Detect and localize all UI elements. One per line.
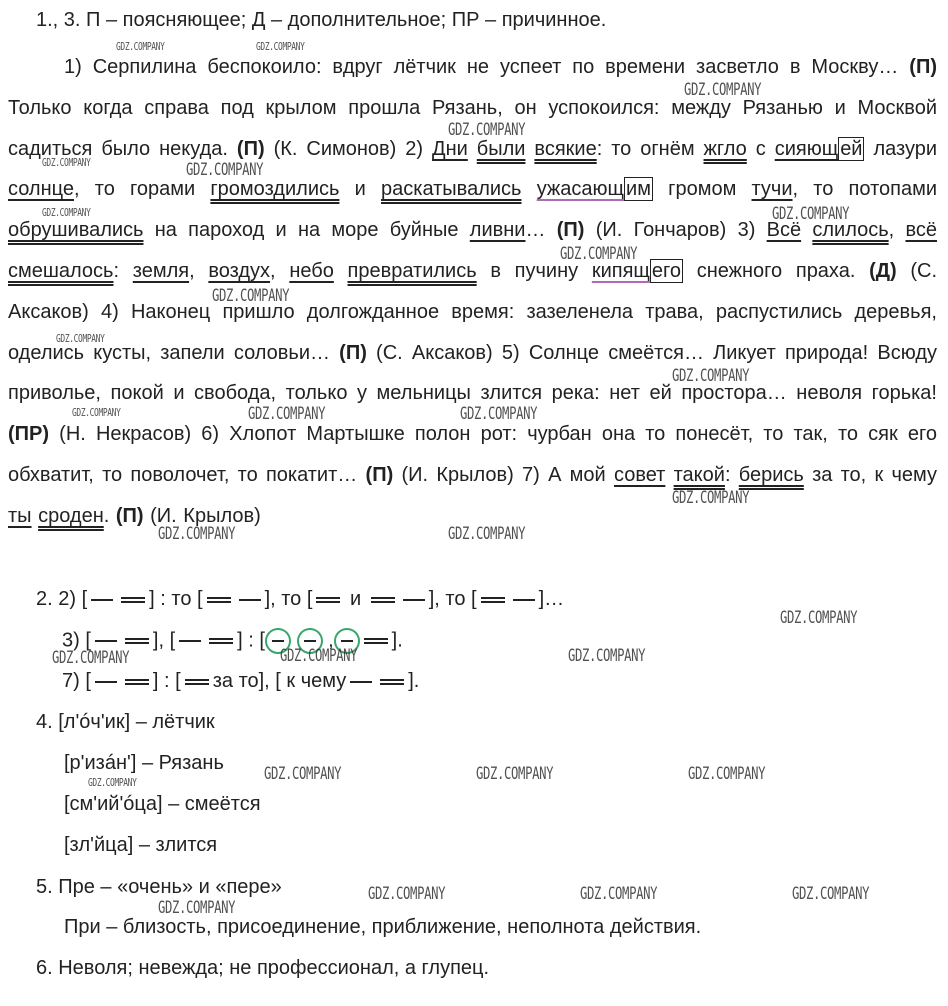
text-segment: (И. Гончаров) 3)	[584, 219, 767, 242]
watermark: GDZ.COMPANY	[448, 524, 526, 544]
relation-mark: (ПР)	[8, 423, 50, 446]
relation-mark: (П)	[236, 137, 265, 160]
ending-box: им	[626, 178, 651, 201]
predicate-word: такой	[673, 463, 725, 486]
subject-word: земля	[132, 259, 190, 282]
watermark: GDZ.COMPANY	[158, 524, 236, 544]
watermark: GDZ.COMPANY	[158, 898, 236, 918]
item-5-line1: 5. Пре – «очень» и «пере»	[36, 876, 282, 898]
watermark: GDZ.COMPANY	[580, 884, 658, 904]
ending-box: его	[651, 259, 681, 282]
predicate-word: смешалось	[8, 259, 114, 282]
text-segment: (К. Симонов) 2)	[264, 137, 433, 160]
watermark: GDZ.COMPANY	[42, 156, 91, 169]
predicate-word: громоздились	[210, 178, 340, 201]
participle-circle-icon	[265, 628, 291, 654]
predicate-word: берись	[738, 463, 804, 486]
text-segment: за то, к чему	[803, 463, 938, 486]
text-segment: (С. Аксаков) 5) Солнце смеётся… Ликует природа! Всюду приволье, покой и свобода, только у мельницы злится река: нет ей простора… неволя горька!	[8, 341, 937, 405]
text-segment	[665, 464, 673, 486]
relation-mark: (П)	[909, 56, 937, 78]
participle-stem: ужасающ	[536, 178, 625, 201]
watermark: GDZ.COMPANY	[780, 608, 858, 628]
watermark: GDZ.COMPANY	[42, 206, 91, 219]
relation-mark: (П)	[556, 219, 585, 242]
text-segment: на пароход и на море буйные	[143, 219, 470, 242]
text-segment: :	[113, 259, 133, 282]
relation-mark: (П)	[339, 341, 367, 364]
subject-word: совет	[613, 463, 666, 486]
watermark: GDZ.COMPANY	[248, 404, 326, 424]
item-6: 6. Неволя; невежда; не профессионал, а глупец.	[36, 957, 490, 979]
predicate-word: жгло	[703, 137, 747, 160]
item-4-label: 4. [л'óч'ик] – лётчик	[36, 711, 215, 733]
item-4-row: [р'изáн'] – Рязань	[64, 752, 224, 774]
subject-word: Всё	[766, 219, 802, 242]
text-segment: ,	[270, 259, 290, 282]
predicate-word: раскатывались	[381, 178, 522, 201]
watermark: GDZ.COMPANY	[684, 80, 762, 100]
watermark: GDZ.COMPANY	[88, 776, 137, 789]
scheme-7-label: 7)	[62, 670, 80, 692]
subject-word: солнце	[8, 178, 74, 201]
watermark: GDZ.COMPANY	[56, 332, 105, 345]
item-5-line2: При – близость, присоединение, приближение, неполнота действия.	[64, 916, 702, 938]
text-segment: с	[746, 137, 775, 160]
ending-box: ей	[840, 137, 863, 160]
watermark: GDZ.COMPANY	[72, 406, 121, 419]
relation-mark: (П)	[115, 504, 144, 527]
text-segment: ,	[888, 219, 906, 242]
text-segment: , то потопами	[792, 178, 938, 201]
relation-mark: (Д)	[869, 259, 897, 282]
watermark: GDZ.COMPANY	[368, 884, 446, 904]
text-segment: и	[339, 178, 382, 201]
text-segment: …	[525, 219, 557, 242]
watermark: GDZ.COMPANY	[560, 244, 638, 264]
subject-word: небо	[289, 259, 334, 282]
watermark: GDZ.COMPANY	[52, 648, 130, 668]
subject-word: всё	[905, 219, 937, 242]
text-segment: : то огнём	[596, 137, 704, 160]
text-segment	[468, 138, 477, 160]
text-segment: , то горами	[73, 178, 211, 201]
watermark: GDZ.COMPANY	[672, 366, 750, 386]
scheme-2-label: 2. 2)	[36, 588, 77, 610]
watermark: GDZ.COMPANY	[772, 204, 850, 224]
text-segment: громом	[652, 178, 752, 201]
watermark: GDZ.COMPANY	[212, 286, 290, 306]
text-segment: .	[103, 504, 116, 527]
watermark: GDZ.COMPANY	[792, 884, 870, 904]
watermark: GDZ.COMPANY	[568, 646, 646, 666]
exercise-text	[8, 47, 937, 537]
watermark: GDZ.COMPANY	[280, 646, 358, 666]
text-segment: (И. Крылов) 7) А мой	[393, 463, 614, 486]
text-segment: ,	[189, 259, 209, 282]
text-segment: в пучину	[476, 259, 592, 282]
subject-word: тучи	[751, 178, 793, 201]
watermark: GDZ.COMPANY	[460, 404, 538, 424]
text-segment: :	[724, 463, 739, 486]
predicate-word: были	[476, 137, 526, 160]
answer-header: 1., 3. П – поясняющее; Д – дополнительное; ПР – причинное.	[36, 9, 607, 31]
watermark: GDZ.COMPANY	[186, 160, 264, 180]
predicate-word: всякие	[534, 137, 597, 160]
participle-circle-icon	[297, 628, 323, 654]
scheme-7: 7) [ ] : [ за то], [ к чему ].	[62, 670, 420, 692]
scheme-2: 2. 2) [ ] : то [ ], то [ и ], то [ ]…	[36, 588, 565, 610]
text-segment: снежного праха.	[683, 259, 870, 282]
text-segment: (С. Аксаков) 4) Наконец пришло долгожданное время: зазеленела трава, распустились деревья, оделись кусты, запели соловьи…	[8, 259, 938, 364]
subject-word: ливни	[469, 219, 526, 242]
text-segment: (И. Крылов)	[143, 504, 261, 527]
watermark: GDZ.COMPANY	[688, 764, 766, 784]
predicate-word: превратились	[347, 259, 477, 282]
participle-circle-icon	[334, 628, 360, 654]
text-segment	[521, 178, 536, 200]
subject-word: сияющ	[774, 137, 839, 160]
watermark: GDZ.COMPANY	[476, 764, 554, 784]
item-4-row: [см'ий'óца] – смеётся	[64, 793, 261, 815]
watermark: GDZ.COMPANY	[448, 120, 526, 140]
predicate-word: сроден	[38, 504, 104, 527]
subject-word: Дни	[432, 137, 468, 160]
text-segment	[334, 260, 348, 282]
predicate-word: слилось	[812, 219, 889, 242]
watermark: GDZ.COMPANY	[116, 40, 165, 53]
item-4-row: [зл'йца] – злится	[64, 834, 218, 856]
relation-mark: (П)	[365, 463, 394, 486]
subject-word: воздух	[208, 259, 271, 282]
watermark: GDZ.COMPANY	[672, 488, 750, 508]
text-segment: Только когда справа под крылом прошла Рязань, он успокоился: между Рязанью и Москвой садиться было некуда.	[8, 96, 937, 160]
text-segment: 1) Серпилина беспокоило: вдруг лётчик не успеет по времени засветло в Москву…	[64, 56, 910, 78]
subject-word: ты	[8, 504, 32, 527]
participle-stem: кипящ	[591, 259, 650, 282]
scheme-3-label: 3)	[62, 629, 80, 652]
text-segment: лазури	[864, 137, 938, 160]
watermark: GDZ.COMPANY	[264, 764, 342, 784]
scheme-3: 3) [ ], [ ] : [ , ].	[62, 628, 403, 654]
watermark: GDZ.COMPANY	[256, 40, 305, 53]
text-segment: (Н. Некрасов) 6) Хлопот Мартышке полон рот: чурбан она то понесёт, то так, то сяк его обхватит, то поволочет, то покатит…	[8, 423, 937, 486]
predicate-word: обрушивались	[8, 219, 144, 242]
text-segment	[801, 219, 812, 241]
